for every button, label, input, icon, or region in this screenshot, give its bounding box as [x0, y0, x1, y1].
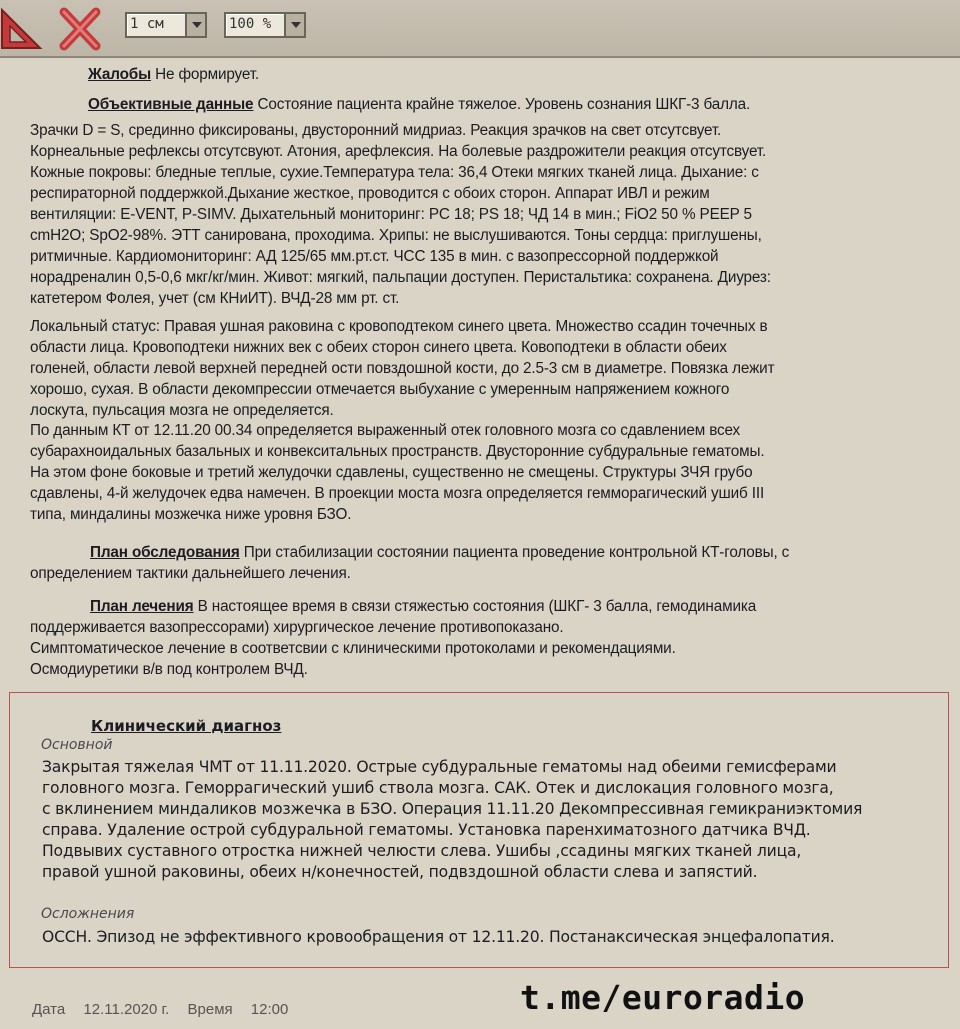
- objective-line: ритмичные. Кардиомониторинг: АД 125/65 мм.рт.ст. ЧСС 135 в мин. с вазопрессорной поддержкой: [30, 248, 719, 265]
- local-status-line: области лица. Кровоподтеки нижних век с обеих сторон синего цвета. Ковоподтеки в области обеих: [30, 339, 727, 356]
- toolbar: [0, 0, 960, 58]
- treatment-plan-line: поддерживается вазопрессорами) хирургическое лечение противопоказано.: [30, 619, 564, 636]
- objective-line: норадреналин 0,5-0,6 мкг/кг/мин. Живот: мягкий, пальпации доступен. Перистальтика: сохранена. Диурез:: [30, 269, 771, 286]
- objective-first-text[interactable]: Состояние пациента крайне тяжелое. Уровень сознания ШКГ-3 балла.: [253, 96, 751, 113]
- exam-plan-section[interactable]: [30, 542, 789, 584]
- local-status-line: лоскута, пульсация мозга не определяется.: [30, 402, 334, 419]
- diagnosis-line: с вклинением миндаликов мозжечка в БЗО. Операция 11.11.20 Декомпрессивная гемикраниэктомия: [42, 800, 863, 818]
- diagnosis-complications-text: ОССН. Эпизод не эффективного кровообращения от 12.11.20. Постанаксическая энцефалопатия.: [42, 928, 835, 946]
- exam-plan-label: План обследования: [90, 544, 240, 561]
- diagnosis-main-text: [42, 757, 862, 883]
- treatment-plan-label: План лечения: [90, 598, 194, 615]
- clinical-diagnosis-box[interactable]: [9, 692, 949, 968]
- objective-label: Объективные данные: [88, 96, 254, 113]
- unit-select-value: 1 см: [130, 16, 164, 32]
- objective-section[interactable]: [30, 120, 771, 309]
- chevron-down-icon[interactable]: [185, 14, 205, 36]
- chevron-down-icon[interactable]: [284, 14, 304, 36]
- exam-plan-text: При стабилизации состоянии пациента проведение контрольной КТ-головы, с: [239, 544, 790, 561]
- triangle-ruler-icon[interactable]: [0, 6, 44, 52]
- diagnosis-line: головного мозга. Геморрагический ушиб ствола мозга. САК. Отек и дислокация головного мозга,: [42, 779, 834, 797]
- local-status-line: хорошо, сухая. В области декомпрессии отмечается выбухание с умеренным напряжением кожного: [30, 381, 730, 398]
- footer-datetime: [32, 1001, 302, 1018]
- objective-line: катетером Фолея, учет (см КНиИТ). ВЧД-28 мм рт. ст.: [30, 290, 400, 307]
- local-status-line: Локальный статус: Правая ушная раковина с кровоподтеком синего цвета. Множество ссадин точечных в: [30, 318, 768, 335]
- objective-line: cmH2O; SpO2-98%. ЭТТ санирована, проходима. Хрипы: не выслушиваются. Тоны сердца: приглушены,: [30, 227, 762, 244]
- objective-line: Зрачки D = S, срединно фиксированы, двусторонний мидриаз. Реакция зрачков на свет отсутсвует.: [30, 122, 722, 139]
- objective-line: Кожные покровы: бледные теплые, сухие.Температура тела: 36,4 Отеки мягких тканей лица. Дыхание: с: [30, 164, 759, 181]
- treatment-plan-text: В настоящее время в связи стяжестью состояния (ШКГ- 3 балла, гемодинамика: [193, 598, 757, 615]
- date-label: Дата: [32, 1001, 66, 1018]
- treatment-plan-line: Симптоматическое лечение в соответсвии с клиническими протоколами и рекомендациями.: [30, 640, 676, 657]
- objective-line: вентиляции: E-VENT, P-SIMV. Дыхательный мониторинг: PC 18; PS 18; ЧД 14 в мин.; FiO2 50 % PEEP 5: [30, 206, 752, 223]
- unit-select[interactable]: [125, 12, 207, 38]
- diagnosis-line: справа. Удаление острой субдуральной гематомы. Установка паренхиматозного датчика ВЧД.: [42, 821, 811, 839]
- ct-line: По данным КТ от 12.11.20 00.34 определяется выраженный отек головного мозга со сдавлением всех: [30, 422, 741, 439]
- diagnosis-line: правой ушной раковины, обеих н/конечностей, подвздошной области слева и запястий.: [42, 863, 758, 881]
- ct-line: типа, миндалины мозжечка ниже уровня БЗО.: [30, 506, 352, 523]
- ct-line: На этом фоне боковые и третий желудочки сдавлены, существенно не смещены. Структуры ЗЧЯ грубо: [30, 464, 753, 481]
- objective-heading: [88, 94, 750, 115]
- ct-section[interactable]: [30, 420, 764, 525]
- local-status-section[interactable]: [30, 316, 774, 421]
- objective-line: Корнеальные рефлексы отсутсвуют. Атония, арефлексия. На болевые раздрожители реакция отсутсвует.: [30, 143, 767, 160]
- diagnosis-line: Подвывих суставного отростка нижней челюсти слева. Ушибы ,ссадины мягких тканей лица,: [42, 842, 802, 860]
- treatment-plan-line: Осмодиуретики в/в под контролем ВЧД.: [30, 661, 308, 678]
- ct-line: сдавлены, 4-й желудочек едва намечен. В проекции моста мозга определяется гемморагический ушиб III: [30, 485, 765, 502]
- complaints-section: [88, 64, 259, 85]
- zoom-select[interactable]: [224, 12, 306, 38]
- time-value[interactable]: 12:00: [250, 1001, 289, 1018]
- delete-icon[interactable]: [58, 6, 102, 52]
- diagnosis-main-label: Основной: [41, 737, 113, 753]
- watermark: t.me/euroradio: [520, 978, 806, 1017]
- diagnosis-line: Закрытая тяжелая ЧМТ от 11.11.2020. Острые субдуральные гематомы над обеими гемисферами: [42, 758, 837, 776]
- treatment-plan-section[interactable]: [30, 596, 756, 680]
- local-status-line: голеней, области левой верхней передней ости повздошной кости, до 2.5-3 см в диаметре. Повязка лежит: [30, 360, 775, 377]
- ct-line: субарахноидальных базальных и конвекситальных пространств. Двусторонние субдуральные гематомы.: [30, 443, 765, 460]
- diagnosis-complications-label: Осложнения: [41, 906, 135, 922]
- date-value[interactable]: 12.11.2020 г.: [83, 1001, 170, 1018]
- time-label: Время: [187, 1001, 233, 1018]
- diagnosis-title: Клинический диагноз: [91, 717, 282, 735]
- complaints-label: Жалобы: [88, 66, 151, 83]
- zoom-select-value: 100 %: [229, 16, 272, 32]
- objective-line: респираторной поддержкой.Дыхание жесткое, проводится с обоих сторон. Аппарат ИВЛ и режим: [30, 185, 710, 202]
- complaints-text[interactable]: Не формирует.: [151, 66, 259, 83]
- exam-plan-line: определением тактики дальнейшего лечения.: [30, 565, 351, 582]
